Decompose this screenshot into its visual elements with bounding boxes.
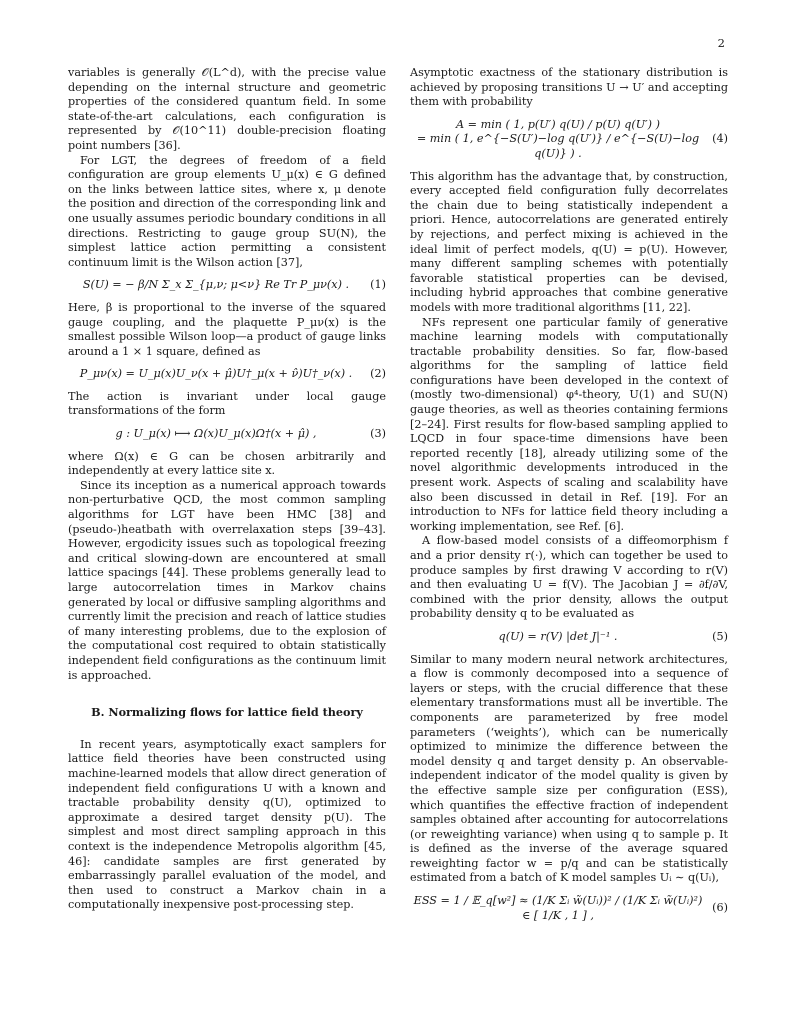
paragraph: The action is invariant under local gauge transformations of the form [68, 389, 386, 418]
equation-5 [410, 630, 728, 645]
equation-number: (2) [370, 367, 386, 381]
paragraph: Here, β is proportional to the inverse of the squared gauge coupling, and the plaquette P_μν(x) is the smallest possible Wilson loop—a product of gauge links around a 1 × 1 square, defined as [68, 300, 386, 358]
section-heading: B. Normalizing flows for lattice field theory [91, 705, 363, 720]
equation-number: (4) [712, 132, 728, 146]
equation-number: (6) [712, 901, 728, 915]
equation-number: (5) [712, 629, 728, 643]
equation-number: (3) [370, 427, 386, 441]
paragraph: Similar to many modern neural network architectures, a flow is commonly decomposed into a sequence of layers or steps, with the crucial difference that these elementary transformations must all be invertible. The components are parameterized by free model parameters (‘weights’), which can be numerically optimized to minimize the difference between the model density q and target density p. An observable-independent indicator of the model quality is given by the effective sample size per configuration (ESS), which quantifies the effective fraction of independent samples obtained after accounting for autocorrelations (or reweighting variance) when using q to sample p. It is defined as the inverse of the average squared reweighting factor w = p/q and can be statistically estimated from a batch of K model samples Uᵢ ∼ q(Uᵢ), [410, 652, 728, 885]
equation-4 [410, 118, 728, 162]
paragraph: This algorithm has the advantage that, by construction, every accepted field configuration fully decorrelates the chain due to being statistically independent a priori. Hence, autocorrelations are generated entirely by rejections, and perfect mixing is achieved in the ideal limit of perfect models, q(U) = p(U). However, many different sampling schemes with potentially favorable statistical properties can be devised, including hybrid approaches that combine generative models with more traditional algorithms [11, 22]. [410, 169, 728, 314]
paragraph: Since its inception as a numerical approach towards non-perturbative QCD, the most common sampling algorithms for LGT have been HMC [38] and (pseudo-)heatbath with overrelaxation steps [39–43]. However, ergodicity issues such as topological freezing and critical slowing-down are encountered at small lattice spacings [44]. These problems generally lead to large autocorrelation times in Markov chains generated by local or diffusive sampling algorithms and currently limit the precision and reach of lattice studies of many interesting problems, due to the explosion of the computational cost required to obtain statistically independent field configurations as the continuum limit is approached. [68, 478, 386, 682]
paragraph: For LGT, the degrees of freedom of a field configuration are group elements U_μ(x) ∈ G defined on the links between lattice sites, where x, μ denote the position and direction of the corresponding link and one usually assumes periodic boundary conditions in all directions. Restricting to gauge group SU(N), the simplest lattice action permitting a consistent continuum limit is the Wilson action [37], [68, 153, 386, 269]
paragraph: In recent years, asymptotically exact samplers for lattice field theories have been constructed using machine-learned models that allow direct generation of independent field configurations U with a known and tractable probability density q(U), optimized to approximate a desired target density p(U). The simplest and most direct sampling approach in this context is the independence Metropolis algorithm [45, 46]: candidate samples are first generated by embarrassingly parallel evaluation of the model, and then used to construct a Markov chain in a computationally inexpensive post-processing step. [68, 737, 386, 912]
equation-6 [410, 894, 728, 923]
page-number: 2 [717, 36, 725, 50]
paragraph: Asymptotic exactness of the stationary distribution is achieved by proposing transitions U → U′ and accepting them with probability [410, 66, 728, 109]
equation-body: ESS = 1 / 𝔼_q[w²] ≈ (1/K Σᵢ w̃(Uᵢ))² / (1/K Σᵢ w̃(Uᵢ)²) ∈ [ 1/K , 1 ] , [413, 894, 703, 922]
paragraph: A flow-based model consists of a diffeomorphism f and a prior density r(·), which can together be used to produce samples by first drawing V according to r(V) and then evaluating U = f(V). The Jacobian J = ∂f/∂V, combined with the prior density, allows the output probability density q to be evaluated as [410, 534, 728, 621]
equation-body: q(U) = r(V) |det J|⁻¹ . [498, 629, 618, 643]
right-column [410, 66, 728, 931]
equation-number: (1) [370, 278, 386, 292]
equation-2 [68, 367, 386, 382]
equation-body: S(U) = − β/N Σ_x Σ_{μ,ν; μ<ν} Re Tr P_μν(x) . [82, 278, 350, 292]
paragraph: variables is generally 𝒪(L^d), with the precise value depending on the internal structure and geometric properties of the considered quantum field. In some state-of-the-art calculations, each configuration is represented by 𝒪(10^11) double-precision floating point numbers [36]. [68, 66, 386, 152]
paragraph: NFs represent one particular family of generative machine learning models with computationally tractable probability densities. So far, flow-based algorithms for the sampling of lattice field configurations have been developed in the context of (mostly two-dimensional) φ⁴-theory, U(1) and SU(N) gauge theories, as well as theories containing fermions [2–24]. First results for flow-based sampling applied to LQCD in four space-time dimensions have been reported recently [18], already utilizing some of the novel algorithmic developments introduced in the present work. Aspects of scaling and scalability have also been discussed in detail in Ref. [19]. For an introduction to NFs for lattice field theory including a working implementation, see Ref. [6]. [410, 315, 728, 533]
equation-body: g : U_μ(x) ⟼ Ω(x)U_μ(x)Ω†(x + μ̂) , [115, 427, 317, 441]
equation-3 [68, 427, 386, 442]
equation-body: P_μν(x) = U_μ(x)U_ν(x + μ̂)U†_μ(x + ν̂)U†_ν(x) . [79, 367, 353, 381]
left-column [68, 66, 386, 913]
equation-body: = min ( 1, e^{−S(U′)−log q(U′)} / e^{−S(U)−log q(U)} ) . [416, 132, 700, 160]
equation-body: A = min ( 1, p(U′) q(U) / p(U) q(U′) ) [456, 117, 660, 131]
paragraph: where Ω(x) ∈ G can be chosen arbitrarily and independently at every lattice site x. [68, 449, 386, 478]
equation-1 [68, 278, 386, 293]
